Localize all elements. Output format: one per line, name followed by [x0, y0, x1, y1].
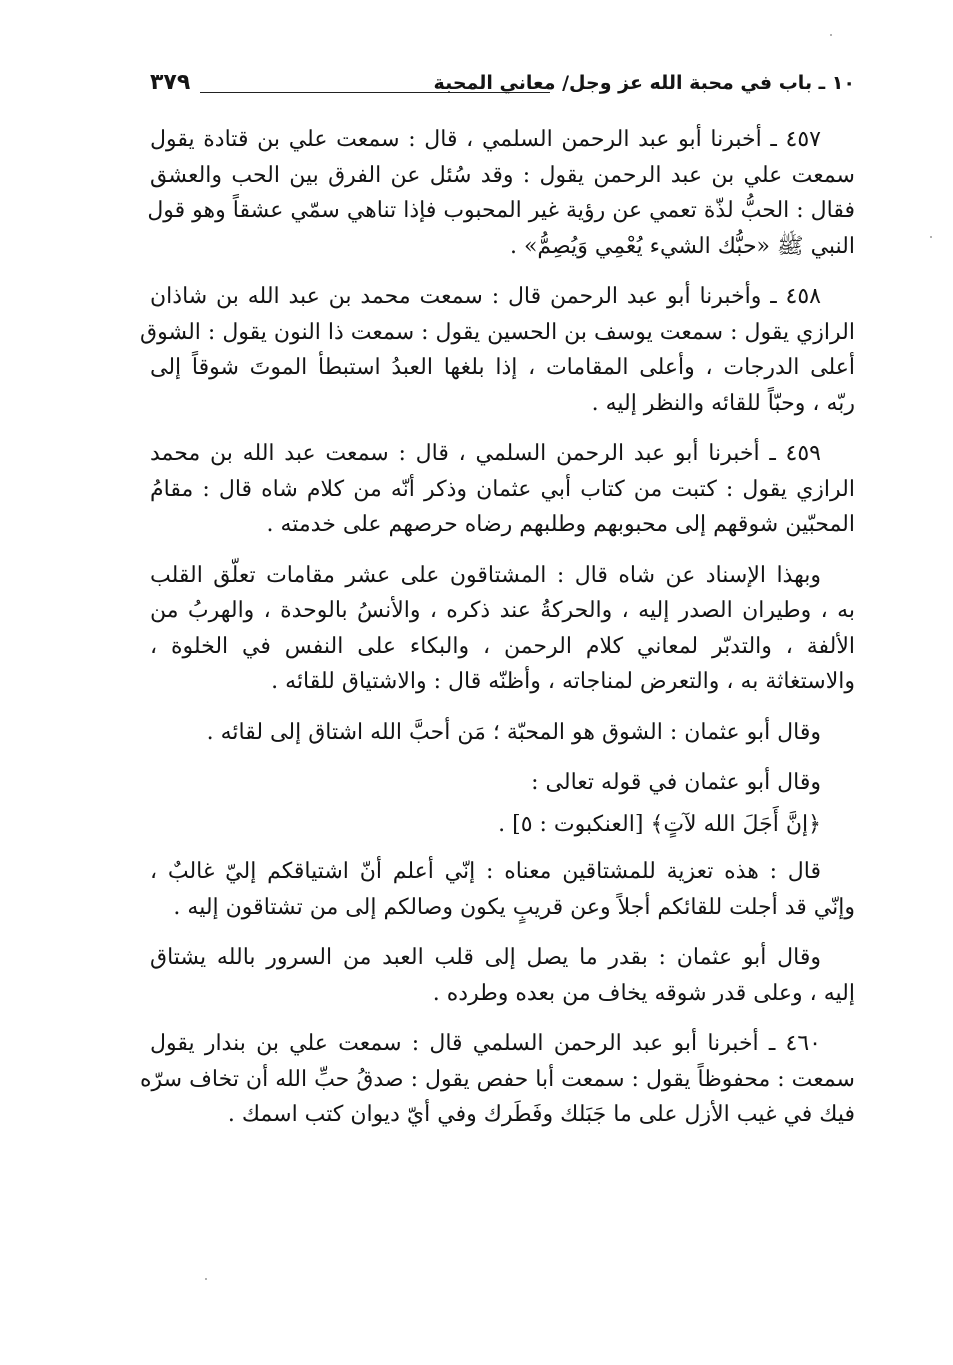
text-line: ٤٥٧ ـ أخبرنا أبو عبد الرحمن السلمي ، قال : سمعت علي بن قتادة يقول: [150, 127, 821, 152]
text-line: والاستغاثة به ، والتعرض لمناجاته ، وأظنّه قال : والاشتياق للقائه .: [271, 669, 855, 694]
text-line: ربّه ، وحبّاً للقائه والنظر إليه .: [591, 390, 855, 416]
text-line: المحبّين شوقهم إلى محبوبهم وطلبهم رضاه حرصهم على خدمته .: [266, 512, 855, 537]
text-line: ٤٦٠ ـ أخبرنا أبو عبد الرحمن السلمي قال : سمعت علي بن بندار يقول: [150, 1031, 821, 1056]
text-line: الرازي يقول : كتبت من كتاب أبي عثمان وذكر أنّه من كلام شاه قال : مقامُ: [150, 476, 855, 502]
text-line: النبي ﷺ «حبُّك الشيء يُعْمِي وَيُصِمُّ» .: [509, 233, 855, 259]
text-line: سمعت : محفوظاً يقول : سمعت أبا حفص يقول : صدقُ حبِّ الله أن تخاف سرّه: [140, 1066, 855, 1092]
abu-othman-joy-paragraph: [150, 940, 855, 1011]
text-line: قال : هذه تعزية للمشتاقين معناه : إنّي أعلم أنّ اشتياقكم إليّ غالبٌ ،: [150, 859, 821, 884]
text-line: فيك في غيب الأزل على ما جَبَلك وفَطَرك وفي أيّ ديوان كتب اسمك .: [227, 1102, 855, 1127]
running-header: [150, 70, 855, 104]
quran-verse: [150, 807, 855, 843]
text-line: ٤٥٩ ـ أخبرنا أبو عبد الرحمن السلمي ، قال : سمعت عبد الله بن محمد: [150, 441, 821, 466]
text-line: وقال أبو عثمان في قوله تعالى :: [531, 770, 821, 795]
text-line: به ، وطيران الصدر إليه ، والحركةُ عند ذكره ، والأنسُ بالوحدة ، والهربُ من: [150, 598, 855, 623]
ten-stations-paragraph: [150, 558, 855, 700]
scan-speck: [830, 34, 832, 36]
text-line: إليه ، وعلى قدر شوقه يخاف من بعده وطرده .: [432, 980, 855, 1006]
text-line: ﴿إنَّ أَجَلَ الله لآتٍ﴾ [العنكبوت : ٥] .: [498, 811, 821, 837]
text-line: وإنّي قد أجلت للقائكم أجلاً وعن قريبٍ يكون وصالكم إلى من تشتاقون إليه .: [173, 894, 855, 920]
header-rule: [200, 92, 550, 93]
text-line: أعلى الدرجات ، وأعلى المقامات ، إذا بلغها العبدُ استبطأ الموتَ شوقاً إلى: [150, 355, 855, 380]
text-line: ٤٥٨ ـ وأخبرنا أبو عبد الرحمن قال : سمعت محمد بن عبد الله بن شاذان: [150, 284, 821, 309]
consolation-paragraph: [150, 854, 855, 925]
text-line: فقال : الحبُّ لذّة تعمي عن رؤية غير المحبوب فإذا تناهي سمّي عشقاً وهو قول: [147, 198, 855, 223]
text-line: الألفة ، والتدبّر لمعاني كلام الرحمن ، والبكاء على النفس في الخلوة ،: [150, 633, 855, 659]
chapter-title: ١٠ ـ باب في محبة الله عز وجل/ معاني المحبة: [433, 72, 855, 94]
text-line: وبهذا الإسناد عن شاه قال : المشتاقون على عشر مقامات تعلّق القلب: [150, 562, 821, 588]
scan-speck: [930, 236, 932, 238]
narration-460: [140, 1026, 855, 1133]
narration-458: [140, 279, 855, 421]
scan-speck: [205, 1278, 207, 1280]
narration-457: [147, 122, 855, 264]
page-body: [140, 122, 855, 1148]
abu-othman-intro: [150, 765, 855, 801]
text-line: وقال أبو عثمان : بقدر ما يصل إلى قلب العبد من السرور بالله يشتاق: [150, 945, 821, 970]
text-line: الرازي يقول : سمعت يوسف بن الحسين يقول : سمعت ذا النون يقول : الشوق: [140, 319, 855, 345]
narration-459: [150, 436, 855, 543]
page-number: ٣٧٩: [150, 70, 191, 95]
text-line: سمعت علي بن عبد الرحمن يقول : وقد سُئل عن الفرق بين الحب والعشق: [150, 162, 855, 188]
abu-othman-saying: [150, 715, 855, 751]
text-line: وقال أبو عثمان : الشوق هو المحبّة ؛ مَن أحبَّ الله اشتاق إلى لقائه .: [206, 719, 821, 745]
